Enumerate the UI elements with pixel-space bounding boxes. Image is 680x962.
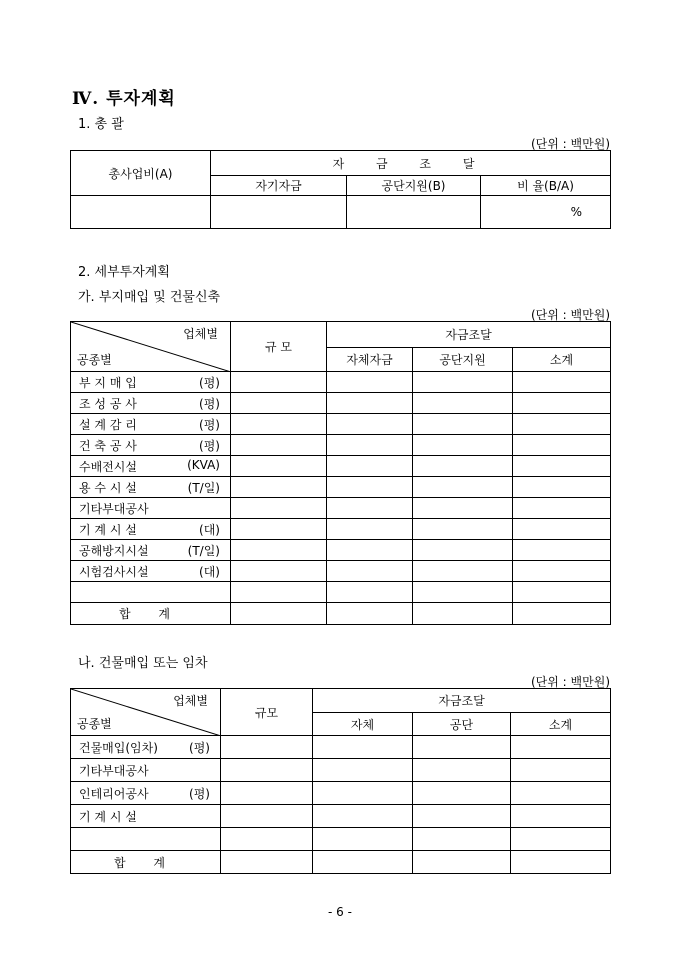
data-cell[interactable] — [327, 540, 413, 561]
data-cell[interactable] — [231, 456, 327, 477]
table-row — [71, 540, 611, 561]
data-cell[interactable] — [413, 805, 511, 828]
data-cell[interactable] — [221, 759, 313, 782]
total-cell[interactable] — [313, 851, 413, 874]
data-cell[interactable] — [231, 477, 327, 498]
data-cell[interactable] — [231, 435, 327, 456]
data-cell[interactable] — [413, 759, 511, 782]
col-scale: 규모 — [221, 689, 313, 736]
table-row — [71, 519, 611, 540]
total-cell[interactable] — [413, 851, 511, 874]
cell-total[interactable] — [71, 196, 211, 229]
data-cell[interactable] — [513, 435, 611, 456]
total-cell[interactable] — [513, 603, 611, 625]
col-ratio: 비 율(B/A) — [481, 176, 611, 196]
item-name: 건물매입(임차) — [79, 740, 158, 755]
data-cell[interactable] — [413, 519, 513, 540]
data-cell[interactable] — [327, 498, 413, 519]
data-cell[interactable] — [513, 519, 611, 540]
table-row — [71, 435, 611, 456]
data-cell[interactable] — [313, 805, 413, 828]
total-cell[interactable] — [231, 603, 327, 625]
item-unit: (평) — [199, 396, 220, 411]
data-cell[interactable] — [221, 805, 313, 828]
total-label: 합 계 — [71, 851, 221, 874]
data-cell[interactable] — [327, 393, 413, 414]
table-row — [71, 582, 611, 603]
data-cell[interactable] — [413, 414, 513, 435]
col-total-cost: 총사업비(A) — [71, 151, 211, 196]
table-row — [71, 759, 611, 782]
col-subtotal: 소계 — [513, 348, 611, 372]
data-cell[interactable] — [313, 782, 413, 805]
data-cell[interactable] — [413, 456, 513, 477]
data-cell[interactable] — [413, 582, 513, 603]
data-cell[interactable] — [327, 561, 413, 582]
col-scale: 규 모 — [231, 322, 327, 372]
data-cell[interactable] — [327, 414, 413, 435]
data-cell[interactable] — [327, 519, 413, 540]
table-row — [71, 828, 611, 851]
data-cell[interactable] — [221, 828, 313, 851]
row-label — [71, 540, 231, 561]
data-cell[interactable] — [513, 498, 611, 519]
data-cell[interactable] — [231, 498, 327, 519]
item-unit: (평) — [199, 438, 220, 453]
table-row — [71, 736, 611, 759]
building-rent-table — [70, 688, 611, 874]
item-unit: (대) — [199, 522, 220, 537]
data-cell[interactable] — [413, 736, 511, 759]
data-cell[interactable] — [513, 372, 611, 393]
data-cell[interactable] — [413, 372, 513, 393]
data-cell[interactable] — [413, 782, 511, 805]
table-row — [71, 414, 611, 435]
row-label — [71, 561, 231, 582]
row-label — [71, 477, 231, 498]
data-cell[interactable] — [513, 477, 611, 498]
item-unit: (평) — [189, 740, 210, 755]
item-unit: (대) — [199, 564, 220, 579]
total-cell[interactable] — [327, 603, 413, 625]
item-name: 기 계 시 설 — [79, 522, 137, 537]
item-unit: (평) — [189, 786, 210, 801]
row-label — [71, 519, 231, 540]
data-cell[interactable] — [511, 782, 611, 805]
corner-bottom-label: 공종별 — [77, 717, 112, 731]
col-self-fund: 자체자금 — [327, 348, 413, 372]
row-label — [71, 456, 231, 477]
item-name: 수배전시설 — [79, 459, 137, 474]
item-name: 용 수 시 설 — [79, 480, 137, 495]
cell-ratio[interactable] — [481, 196, 611, 229]
row-label — [71, 782, 221, 805]
col-fund: 자 금 조 달 — [211, 151, 611, 176]
summary-table — [70, 150, 611, 229]
col-self-fund: 자체 — [313, 713, 413, 736]
col-self-fund: 자기자금 — [211, 176, 347, 196]
corner-bottom-label: 공종별 — [77, 353, 112, 367]
item-unit: (T/일) — [187, 480, 220, 495]
item-name: 기 계 시 설 — [79, 809, 137, 824]
total-cell[interactable] — [413, 603, 513, 625]
col-subtotal: 소계 — [511, 713, 611, 736]
total-label: 합 계 — [71, 603, 231, 625]
table-row — [71, 498, 611, 519]
item-name: 설 계 감 리 — [79, 417, 137, 432]
data-cell[interactable] — [413, 435, 513, 456]
s1-unit: (단위 : 백만원) — [531, 137, 610, 151]
corner-top-label: 업체별 — [183, 327, 218, 341]
row-label — [71, 805, 221, 828]
data-cell[interactable] — [231, 519, 327, 540]
page-number: - 6 - — [328, 905, 352, 919]
table-row — [71, 782, 611, 805]
data-cell[interactable] — [513, 540, 611, 561]
item-name: 시험검사시설 — [79, 564, 149, 579]
item-name: 기타부대공사 — [79, 501, 149, 516]
item-name: 기타부대공사 — [79, 763, 149, 778]
row-label — [71, 736, 221, 759]
table-row — [71, 372, 611, 393]
row-label — [71, 372, 231, 393]
data-cell[interactable] — [511, 828, 611, 851]
data-cell[interactable] — [513, 582, 611, 603]
data-cell[interactable] — [221, 782, 313, 805]
row-label — [71, 498, 231, 519]
s2-title: 2. 세부투자계획 — [78, 265, 170, 280]
table-row — [71, 393, 611, 414]
item-unit: (평) — [199, 417, 220, 432]
data-cell[interactable] — [221, 736, 313, 759]
data-cell[interactable] — [231, 393, 327, 414]
col-gov-support: 공단지원 — [413, 348, 513, 372]
corner-header — [71, 322, 231, 372]
s1-title: 1. 총 괄 — [78, 117, 124, 132]
corner-header — [71, 689, 221, 736]
row-label — [71, 393, 231, 414]
item-unit: (T/일) — [187, 543, 220, 558]
data-cell[interactable] — [511, 805, 611, 828]
data-cell[interactable] — [513, 414, 611, 435]
data-cell[interactable] — [513, 393, 611, 414]
row-label — [71, 414, 231, 435]
table-row — [71, 477, 611, 498]
data-cell[interactable] — [231, 540, 327, 561]
col-fund: 자금조달 — [313, 689, 611, 713]
data-cell[interactable] — [413, 393, 513, 414]
data-cell[interactable] — [327, 477, 413, 498]
corner-top-label: 업체별 — [173, 694, 208, 708]
data-cell[interactable] — [413, 540, 513, 561]
s2b-unit: (단위 : 백만원) — [531, 675, 610, 689]
data-cell[interactable] — [231, 561, 327, 582]
row-label — [71, 582, 231, 603]
data-cell[interactable] — [413, 561, 513, 582]
data-cell[interactable] — [413, 498, 513, 519]
data-cell[interactable] — [413, 477, 513, 498]
cell-gov[interactable] — [347, 196, 481, 229]
data-cell[interactable] — [327, 456, 413, 477]
col-gov-support: 공단 — [413, 713, 511, 736]
table-row — [71, 456, 611, 477]
data-cell[interactable] — [511, 736, 611, 759]
item-name: 건 축 공 사 — [79, 438, 137, 453]
data-cell[interactable] — [513, 456, 611, 477]
percent-sign: % — [570, 205, 582, 219]
table-row — [71, 561, 611, 582]
s2a-unit: (단위 : 백만원) — [531, 308, 610, 322]
data-cell[interactable] — [313, 759, 413, 782]
item-name: 인테리어공사 — [79, 786, 149, 801]
data-cell[interactable] — [327, 435, 413, 456]
item-unit: (KVA) — [187, 457, 220, 472]
data-cell[interactable] — [413, 828, 511, 851]
col-fund: 자금조달 — [327, 322, 611, 348]
data-cell[interactable] — [231, 582, 327, 603]
s2a-title: 가. 부지매입 및 건물신축 — [78, 290, 221, 305]
cell-self[interactable] — [211, 196, 347, 229]
land-building-table — [70, 321, 611, 625]
item-name: 조 성 공 사 — [79, 396, 137, 411]
item-unit: (평) — [199, 375, 220, 390]
data-cell[interactable] — [511, 759, 611, 782]
data-cell[interactable] — [231, 372, 327, 393]
data-cell[interactable] — [327, 372, 413, 393]
col-gov-support: 공단지원(B) — [347, 176, 481, 196]
item-name: 공해방지시설 — [79, 543, 149, 558]
s2b-title: 나. 건물매입 또는 임차 — [78, 656, 208, 671]
data-cell[interactable] — [313, 736, 413, 759]
total-cell[interactable] — [221, 851, 313, 874]
row-label — [71, 759, 221, 782]
data-cell[interactable] — [313, 828, 413, 851]
total-cell[interactable] — [511, 851, 611, 874]
row-label — [71, 828, 221, 851]
data-cell[interactable] — [513, 561, 611, 582]
row-label — [71, 435, 231, 456]
data-cell[interactable] — [231, 414, 327, 435]
item-name: 부 지 매 입 — [79, 375, 137, 390]
data-cell[interactable] — [327, 582, 413, 603]
section-title: Ⅳ. 투자계획 — [72, 89, 176, 109]
table-row — [71, 805, 611, 828]
